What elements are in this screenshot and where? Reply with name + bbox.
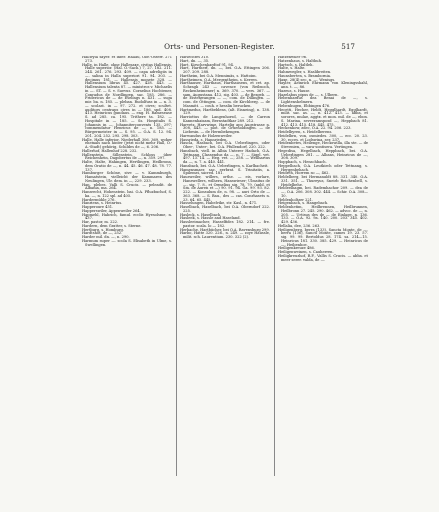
register-entry: Hapmehl, Hahrich, famul. ecclis Hyesolsme, n. 437. (82, 212, 172, 221)
register-entry: Hasselungen, Habelvike, str. Kasl., n. 471. (180, 201, 258, 206)
register-entry: Hamburger Schöne, sive — v. Kammburgh, Hamatstein, vielleicht der Kammaren des Neulingen, Ulr. dem. in —, 229. 233. (82, 171, 172, 183)
register-entry: Harlechtes 310. (180, 56, 210, 59)
register-entry: Harthauser, Harthaus, Harthausens, et cet. ap. Schragk 243 — cavence (von Reibsoch, Reckenheimener) n. 369. 370. — vers. 367. — sam. Augustana. 412, sig. 403. — de Bezgeb. — de Eistenwangen — —, com. de Dillingen. — com. de Öttingen. — com. de Kirchberg. — de Masmitt. — couh. e hesslin berucken. (180, 81, 270, 108)
register-entry: Hasleek, s. Hassle and Haseland. (180, 216, 241, 221)
register-entry: Harmum super —. scola S. Elisabeth in Ulme, s. Swellingen. (82, 238, 172, 247)
register-entry: Haselbach, Haselbach, bei O.A. Oberndorf 222. 225. (180, 205, 270, 213)
column-rule-left (176, 56, 177, 476)
register-entry: Hardermühle 276. (82, 197, 116, 202)
register-columns (82, 56, 368, 476)
register-entry: Hahmwegler, s. Haslibreiten. (278, 70, 332, 74)
register-entry: Hansrecht, Hohenstein. bai. O.A. Pfluzbuchof, S. ka. —, n. 122 spl. ad 405. (82, 190, 172, 198)
register-entry: Hanriens, s. Heinrtus. (82, 201, 123, 206)
register-entry: Han, plebes. Valli S. Crucis. — peleadit. de Albania, ma. 264. (82, 182, 172, 191)
register-entry: Hazeus, s. Hause. (278, 88, 311, 93)
register-entry: Hallerhof, Hallenhof 228. 232. (82, 148, 138, 153)
register-entry: Heldeelhagm, bei. Rademhachor 209. — dea de —, O.A. 206. 308. 302. 444. — Schir. O.A. 308—10. (278, 186, 368, 198)
register-entry: Hallenstein, Sillenstein, Schloss über Reichenhein, Dagobertus de —, n. 359. 297. (82, 152, 172, 161)
register-entry: Hallwyla sayer. et infer. Hallau, Obr.-Osterr. 271 273. (82, 56, 172, 63)
register-entry: Harder mil. dn. —, n. 290. (82, 235, 130, 239)
register-entry: Halte, s. Halte. (278, 66, 306, 71)
register-entry: Hascla, Hasbach, bei O.A. Ueberlingen, oder Ober-, Unter-, bei. O.A. Pfullendorf, 220. 222. (180, 141, 270, 149)
register-entry: Hassleeimacher, Hasselfides 182. 214. — fre. pastor. scala. lo — 182. (180, 220, 270, 228)
register-entry: Herbache, Hartbücher, bei O.A. Ravensburg 299. (180, 227, 270, 232)
register-entry: Halle, Halle inferior, Niederhall 306. 369, woher ehemals nach hinter (jetzt nicht mehr Hall, O.-A.-Stadt) gehörig, Schildes de —, 6. 206. (82, 137, 172, 149)
register-entry: Heidenbetes, Heilenge, Heckswilla, illa ste. — de Stevenien, — vara-sontisera. Vertingen. (278, 141, 368, 149)
register-entry: Hartmedus, Hartbeblens, (alt. Eisneing), n. 138. 129. (180, 107, 270, 116)
register-entry: Hartheimen, O.A. Mergentheim, s. Kerren. (180, 77, 258, 82)
register-entry: Hansbach, viell. in Albia Unterer Hadach, O.A. Tettnang, Classendus da —, n. 7. — Sigel. vet. 497. 13. 14. — Heg. vet. —, 258. — Weilhartus da —, n. 7. a. 440. 441. (180, 148, 270, 164)
register-entry: Hart, dn. —, 35. (180, 58, 210, 63)
register-column-left (82, 56, 172, 476)
register-entry: Hart, Kirschenhardtof 91. 94. (180, 62, 235, 67)
register-entry: Heldelberg, bei Hermanuldt 88. 331. 340. O.A. 331. 351. — Thureyus, Sneirb Reichenbell, s. Heidelbehe. (278, 175, 368, 187)
register-entry: Haunsberten, s. Brambornia. (278, 73, 332, 78)
register-entry: Hecetti, Hecher, Heldt, Hegglhardt, Egglhardt, milit. sac. as. —, n. 412. 413. — abba, et sorores, mulae, aggtx. et mon. mil. de —, ebon. S. Marina, seveeramsposd —, Heppbach 81. 412. 413. 415. 418. 445. 475. (278, 107, 368, 127)
register-entry: Heiligenberg, berra (133), Sancta Monte, de —, berra (136), Sanctl Monte, cames 19. 23. 57. sig. 99. 99. Bertoldus 28. 174. sa. 214—15. Heinricus 181. 330. 385. 429. — Heinricus de —, Heibenhoe. (278, 227, 368, 247)
register-entry: Heigenbach, s. Hangebach. (278, 201, 329, 206)
register-entry: Hardtshot, de —, 252. (82, 231, 123, 236)
register-entry: Haxe, 28(4) sec. n. —, Wenisgs. (278, 77, 336, 82)
register-entry: Hatzenwiler 96. (278, 56, 308, 59)
register-entry: Hatzenhaus, s. Halthuh. (278, 58, 323, 63)
register-entry: Hertburg, s. Homburg. (82, 227, 124, 232)
register-entry: Hayler, Aeinrich Ehrmann von Kleningsshahl, ann. t. —, 86. (278, 81, 368, 89)
register-entry: Heidelbrn, von, osmiedes. 300, — ecc. 20. 23. 30. ecces. et Lodswina, ser. 237. (278, 133, 368, 142)
register-entry: Hart, Hartherf, dn. —, bei. O.A. Ettingen 206. 207. 209. 288. (180, 66, 270, 74)
register-entry: Hartsch, s. Haltleh. (278, 62, 314, 67)
register-entry: Heckenhow, zdec, O.A. 22. 94. 206. 223. (278, 126, 352, 131)
register-entry: Hassrieda, s. Hannrieden. (180, 137, 228, 142)
register-entry: Halte, Halte, Hahingen, Hertlingen, Heilbronn, dem Oratio de —, n. 44. 45. 46. 47. 48. 78. 77. 137. (82, 160, 172, 172)
register-entry: Hoppbach, s. Henschbach. (278, 160, 327, 164)
register-column-middle (180, 56, 270, 476)
register-entry: Heidreh, Horrem so —, 462. (278, 171, 330, 176)
register-entry: Hellalia, dee, 236. 263. (278, 223, 321, 228)
register-entry: Halle, in Halle, ohne Hallesaxe, civitas Hallensis, Halle superior. (Hal. O.-Sach.) 7, 27. 182. 211. 244. 261. 276. 293. 409. — capa adreligiis in —. salina in Halla superiori 91. 94. 303. — decimus 181. — Hallensis monete 328. — Hallensium libras 45. 427. 428. 443. — Hallensium talenta 87. — ministros v. Michaelis in —. ST. — S. v. Suevus. Cornelius Hochtener, Conradus de Nordlingen, sac. 185. 286. — Fridericus de — de Eselings n. 431. — suga mir. ba. n. 185. — pleban. Rudolfuss in — n. 3. — scolast. in — 97. 272. et cives; scultet. auditors centraps cives in — 186. spd. 408. 413. Heinricus gundaus. — eng. H. Ramesease S. ad 285. ca. 195. Trithere ta. 182. — Hospitale in — 185. — Ss. Hospitalis S. Johannis in —, Johanniterconvents 135. 297; commendatur Henricus de —, n. 185. — Bürgermeister in — S. 95. — O.A. S. 12. 94. 201. 204. 252. 295. 298. 303. (82, 62, 172, 138)
register-entry: Hausweiler, willers, orthe. — eis, vorlare, Hanswellers, wilhern, Hanswieser; Ulmsitus de —, sig. 7. 8., et Ormelius sig. 78. 79. (anbl. et Sm. de Auren et —) 90. 91. 94. Ga. 99. 93. 82. 222. — Konsulum de, n. 98. — auri Orto de — 363. 368. — S. Bau., des — cas. Conrhasets n. 23. 64. 65. 445. (180, 175, 270, 202)
register-entry: Happeroure 451. (82, 205, 114, 209)
register-entry: Harwandus de Holzenweiler. (180, 133, 233, 138)
register-entry: Harbo, Hatte 320. 226., n. 249. — zoye Haussle, milit. sch. Laurentium. 230. 322 (2). (180, 231, 270, 239)
register-entry: Hazelabus pipus de —, s. Ulbern. (278, 92, 339, 97)
register-entry: Hasleck, s. Haselbach. (180, 212, 222, 217)
column-rule-right (274, 56, 275, 476)
register-entry: Har, pastor, m. 222. (82, 220, 119, 224)
register-entry: Hebenhardus dea Benai de —, s. Lightenshelmern. (278, 96, 368, 104)
register-entry: Harriottus de Langenhorsd, — de Carron Kannenhaisam, Bernstadtkar 289. 212. (180, 115, 270, 123)
register-entry: Hartheim, bei O.A. Mennimäs, s. Hattoim. (180, 73, 257, 78)
page-number: 517 (341, 42, 355, 51)
register-entry: Hamensmaer, sac. eerbrat. S. Trinitatis, a. Spilemei, sacred. 181. (180, 167, 270, 176)
register-entry: Heidelbyren, s. Heidelberens. (278, 130, 333, 134)
register-entry: Heldenhetim, Heilbrennen, Heilbrunnen, Heilbronn 27. 245. 290. 462. — advoc. de —, n. 205. — Urtisus des de — de Einlage, n. 136. 133. — O.A. 92. 9a. 140. 200. 203. 345. 402. 429. 436. (278, 205, 368, 224)
register-entry: Heldenholtzer 221. (278, 197, 314, 202)
running-title: Orts- und Personen-Register. (164, 42, 275, 51)
register-entry: Hegedisa, Hegelbach, Heppbach, bei. O.A. Ueberlingen 281. — Albans, Heinricus de —, 308. 309. (278, 148, 368, 161)
register-entry: Heiligenweinen, s. Cauherren. (278, 250, 334, 254)
register-entry: Heppelbach, O.A. Leutkirch oder Tettnang, s. Hergenbehach. (278, 163, 368, 172)
register-entry: Harvetz, Harvwime, Hartelig apo Augstrasse n. 308, 443. — plot. de Gruenoldingen. — de Liebesin. — de Hermbekengen. (180, 122, 270, 134)
register-entry: Hansbach, bei. O.A. Ueberlingen, s. Karlbacheit. (180, 163, 269, 168)
register-entry: Happerswiler, Appenweiler 264. (82, 208, 141, 213)
register-entry: Heiligkreuzhof, R.F., Vallis S. Crucis. — abba. et meer serer. valda, de —. (278, 253, 368, 262)
register-entry: Hebenhugen, Ebbingen 476. (278, 103, 331, 108)
register-entry: Hardern, dem Gratter, s. Sterne. (82, 223, 142, 228)
register-column-right (278, 56, 368, 476)
running-head (0, 42, 439, 56)
register-entry: Heiligenkreuze 486. (278, 246, 315, 251)
